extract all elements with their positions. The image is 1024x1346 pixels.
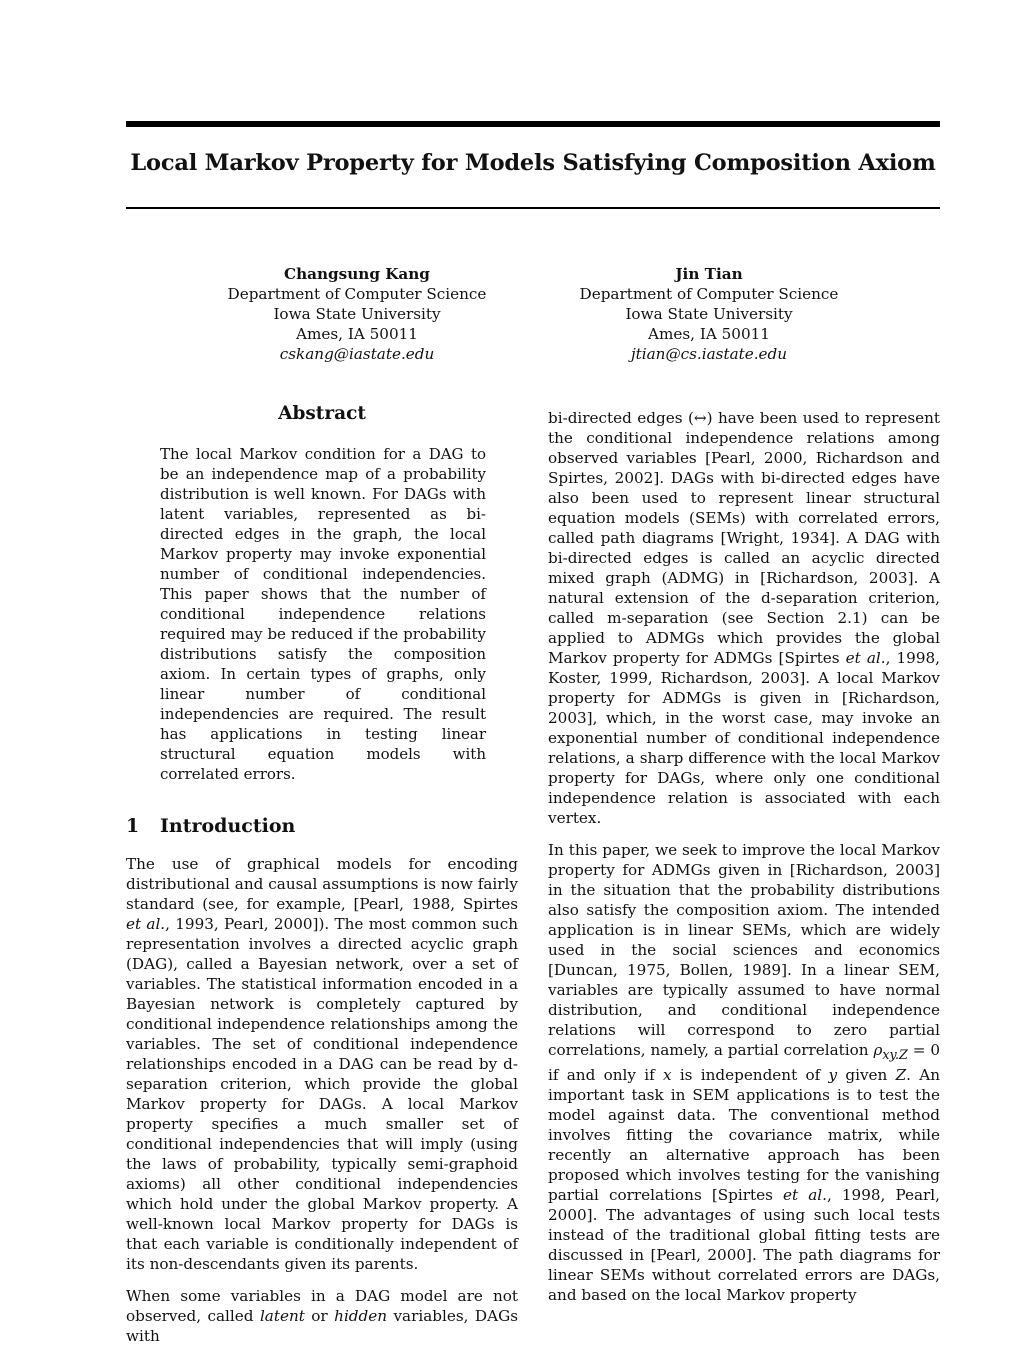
author-city: Ames, IA 50011 [648,325,770,343]
intro-paragraph-3: bi-directed edges (↔) have been used to represent the conditional independence relations among observed variables [Pearl, 2000, Richardson and Spirtes, 2002]. DAGs with bi-directed edges have also been used to represent linear structural equation models (SEMs) with correlated errors, called path diagrams [Wright, 1934]. A DAG with bi-directed edges is called an acyclic directed mixed graph (ADMG) in [Richardson, 2003]. A natural extension of the d-separation criterion, called m-separation (see Section 2.1) can be applied to ADMGs which provides the global Markov property for ADMGs [Spirtes et al., 1998, Koster, 1999, Richardson, 2003]. A local Markov property for ADMGs is given in [Richardson, 2003], which, in the worst case, may invoke an exponential number of conditional independence relations, a sharp difference with the local Markov property for DAGs, where only one conditional independence relation is associated with each vertex. [548,409,940,827]
section-title: Introduction [160,815,296,837]
right-column [548,408,940,1305]
abstract-heading: Abstract [278,403,366,424]
author-name: Jin Tian [675,265,743,283]
section-heading [126,816,518,836]
author-block-2 [559,264,859,364]
author-dept: Department of Computer Science [227,285,487,303]
section-number: 1 [126,815,140,837]
author-email: jtian@cs.iastate.edu [630,345,788,363]
author-dept: Department of Computer Science [579,285,839,303]
intro-paragraph-1: The use of graphical models for encoding distributional and causal assumptions is now fairly standard (see, for example, [Pearl, 1988, Spirtes et al., 1993, Pearl, 2000]). The most common such representation involves a directed acyclic graph (DAG), called a Bayesian network, over a set of variables. The statistical information encoded in a Bayesian network is completely captured by conditional independence relationships among the variables. The set of conditional independence relationships encoded in a DAG can be read by d-separation criterion, which provide the global Markov property for DAGs. A local Markov property specifies a much smaller set of conditional independencies that will imply (using the laws of probability, typically semi-graphoid axioms) all other conditional independencies which hold under the global Markov property. A well-known local Markov property for DAGs is that each variable is conditionally independent of its non-descendants given its parents. [126,855,518,1273]
abstract-text: The local Markov condition for a DAG to be an independence map of a probability distribution is well known. For DAGs with latent variables, represented as bi-directed edges in the graph, the local Markov property may invoke exponential number of conditional independencies. This paper shows that the number of conditional independence relations required may be reduced if the probability distributions satisfy the composition axiom. In certain types of graphs, only linear number of conditional independencies are required. The result has applications in testing linear structural equation models with correlated errors. [160,445,486,783]
author-name: Changsung Kang [284,265,430,283]
author-univ: Iowa State University [273,305,441,323]
author-city: Ames, IA 50011 [296,325,418,343]
left-column [126,404,518,1346]
intro-paragraph-2: When some variables in a DAG model are not observed, called latent or hidden variables, DAGs with [126,1287,518,1345]
title-bottom-rule [126,207,940,209]
author-univ: Iowa State University [625,305,793,323]
author-email: cskang@iastate.edu [279,345,435,363]
title-top-rule [126,121,940,127]
paper-title: Local Markov Property for Models Satisfying Composition Axiom [130,150,936,176]
intro-paragraph-4: In this paper, we seek to improve the local Markov property for ADMGs given in [Richardson, 2003] in the situation that the probability distributions also satisfy the composition axiom. The intended application is in linear SEMs, which are widely used in the social sciences and economics [Duncan, 1975, Bollen, 1989]. In a linear SEM, variables are typically assumed to have normal distribution, and conditional independence relations will correspond to zero partial correlations, namely, a partial correlation $\rho_{xy.Z} = 0$ if and only if x is independent of y given Z. An important task in SEM applications is to test the model against data. The conventional method involves fitting the covariance matrix, while recently an alternative approach has been proposed which involves testing for the vanishing partial correlations [Spirtes et al., 1998, Pearl, 2000]. The advantages of using such local tests instead of the traditional global fitting tests are discussed in [Pearl, 2000]. The path diagrams for linear SEMs without correlated errors are DAGs, and based on the local Markov property [548,841,941,1305]
author-block-1 [207,264,507,364]
